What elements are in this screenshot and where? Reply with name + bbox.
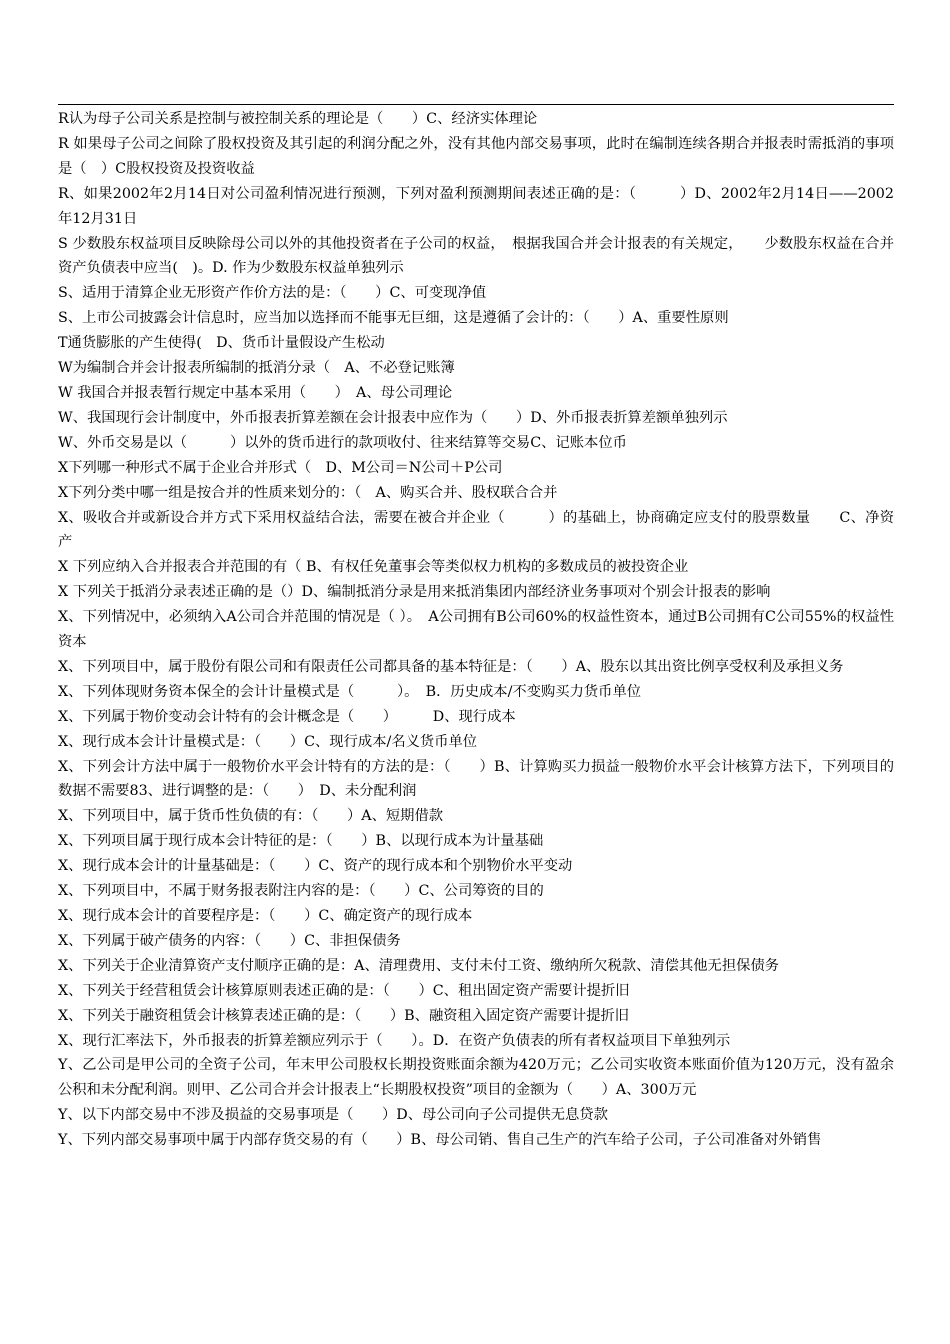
question-list [58, 107, 894, 1153]
header-rule [58, 104, 894, 105]
question-entry: X、下列关于融资租赁会计核算表述正确的是：（ ）B、融资租入固定资产需要计提折旧 [58, 1007, 630, 1024]
question-entry: Y、下列内部交易事项中属于内部存货交易的有（ ）B、母公司销、售自己生产的汽车给子公司，子公司准备对外销售 [58, 1132, 822, 1149]
question-entry: X、下列项目中，属于货币性负债的有：（ ）A、短期借款 [58, 808, 444, 825]
question-entry: X、下列项目中，属于股份有限公司和有限责任公司都具备的基本特征是：（ ）A、股东以其出资比例享受权利及承担义务 [58, 658, 844, 675]
question-entry: X、下列关于企业清算资产支付顺序正确的是：A、清理费用、支付未付工资、缴纳所欠税款、清偿其他无担保债务 [58, 957, 780, 974]
question-entry: Y、乙公司是甲公司的全资子公司，年末甲公司股权长期投资账面余额为420万元；乙公司实收资本账面价值为120万元，没有盈余公积和未分配利润。则甲、乙公司合并会计报表上“长期股权投资”项目的金额为（ ）A、300万元 [58, 1057, 894, 1099]
question-entry: X、下列项目中，不属于财务报表附注内容的是：（ ）C、公司筹资的目的 [58, 883, 544, 900]
question-entry: X、吸收合并或新设合并方式下采用权益结合法，需要在被合并企业（ ）的基础上，协商确定应支付的股票数量 C、净资产 [58, 509, 894, 551]
question-entry: X、下列属于物价变动会计特有的会计概念是（ ） D、现行成本 [58, 708, 516, 725]
question-entry: S、上市公司披露会计信息时，应当加以选择而不能事无巨细，这是遵循了会计的：（ ）A、重要性原则 [58, 310, 729, 327]
question-entry: T通货膨胀的产生使得( D、货币计量假设产生松动 [58, 335, 385, 352]
question-entry: X、下列情况中，必须纳入A公司合并范围的情况是（ ）。 A公司拥有B公司60%的权益性资本，通过B公司拥有C公司55%的权益性资本 [58, 609, 894, 651]
question-entry: X、下列关于经营租赁会计核算原则表述正确的是：（ ）C、租出固定资产需要计提折旧 [58, 982, 630, 999]
question-entry: R、如果2002年2月14日对公司盈利情况进行预测，下列对盈利预测期间表述正确的是：（ ）D、2002年2月14日——2002年12月31日 [58, 185, 894, 227]
question-entry: X 下列关于抵消分录表述正确的是（）D、编制抵消分录是用来抵消集团内部经济业务事项对个别会计报表的影响 [58, 584, 771, 601]
question-entry: X、现行成本会计计量模式是：（ ）C、现行成本/名义货币单位 [58, 733, 478, 750]
question-entry: W 我国合并报表暂行规定中基本采用（ ） A、母公司理论 [58, 384, 453, 401]
question-entry: W为编制合并会计报表所编制的抵消分录（ A、不必登记账簿 [58, 360, 455, 377]
question-entry: X、下列属于破产债务的内容：（ ）C、非担保债务 [58, 932, 401, 949]
question-entry: X下列哪一种形式不属于企业合并形式（ D、M公司＝N公司＋P公司 [58, 459, 503, 476]
question-entry: R 如果母子公司之间除了股权投资及其引起的利润分配之外，没有其他内部交易事项，此时在编制连续各期合并报表时需抵消的事项是（ ）C股权投资及投资收益 [58, 135, 894, 177]
question-entry: X、下列体现财务资本保全的会计计量模式是（ ）。 B．历史成本/不变购买力货币单位 [58, 683, 642, 700]
question-entry: S、适用于清算企业无形资产作价方法的是：（ ）C、可变现净值 [58, 285, 487, 302]
question-entry: X、下列会计方法中属于一般物价水平会计特有的方法的是：（ ）B、计算购买力损益一般物价水平会计核算方法下，下列项目的数据不需要83、进行调整的是：（ ） D、未分配利润 [58, 758, 894, 800]
question-entry: X 下列应纳入合并报表合并范围的有（ B、有权任免董事会等类似权力机构的多数成员的被投资企业 [58, 559, 689, 576]
question-entry: X、现行汇率法下，外币报表的折算差额应列示于（ ）。D．在资产负债表的所有者权益项目下单独列示 [58, 1032, 731, 1049]
question-entry: W、外币交易是以（ ）以外的货币进行的款项收付、往来结算等交易C、记账本位币 [58, 434, 627, 451]
question-entry: Y、以下内部交易中不涉及损益的交易事项是（ ）D、母公司向子公司提供无息贷款 [58, 1107, 608, 1124]
question-entry: X、现行成本会计的计量基础是：（ ）C、资产的现行成本和个别物价水平变动 [58, 858, 573, 875]
question-entry: X、下列项目属于现行成本会计特征的是：（ ）B、以现行成本为计量基础 [58, 833, 544, 850]
question-entry: X下列分类中哪一组是按合并的性质来划分的：（ A、购买合并、股权联合合并 [58, 484, 558, 501]
question-entry: X、现行成本会计的首要程序是：（ ）C、确定资产的现行成本 [58, 908, 473, 924]
question-entry: R认为母子公司关系是控制与被控制关系的理论是（ ）C、经济实体理论 [58, 111, 538, 127]
question-entry: S 少数股东权益项目反映除母公司以外的其他投资者在子公司的权益， 根据我国合并会计报表的有关规定， 少数股东权益在合并资产负债表中应当( )。D. 作为少数股东权益单独列示 [58, 235, 894, 277]
question-entry: W、我国现行会计制度中，外币报表折算差额在会计报表中应作为（ ）D、外币报表折算差额单独列示 [58, 409, 728, 426]
